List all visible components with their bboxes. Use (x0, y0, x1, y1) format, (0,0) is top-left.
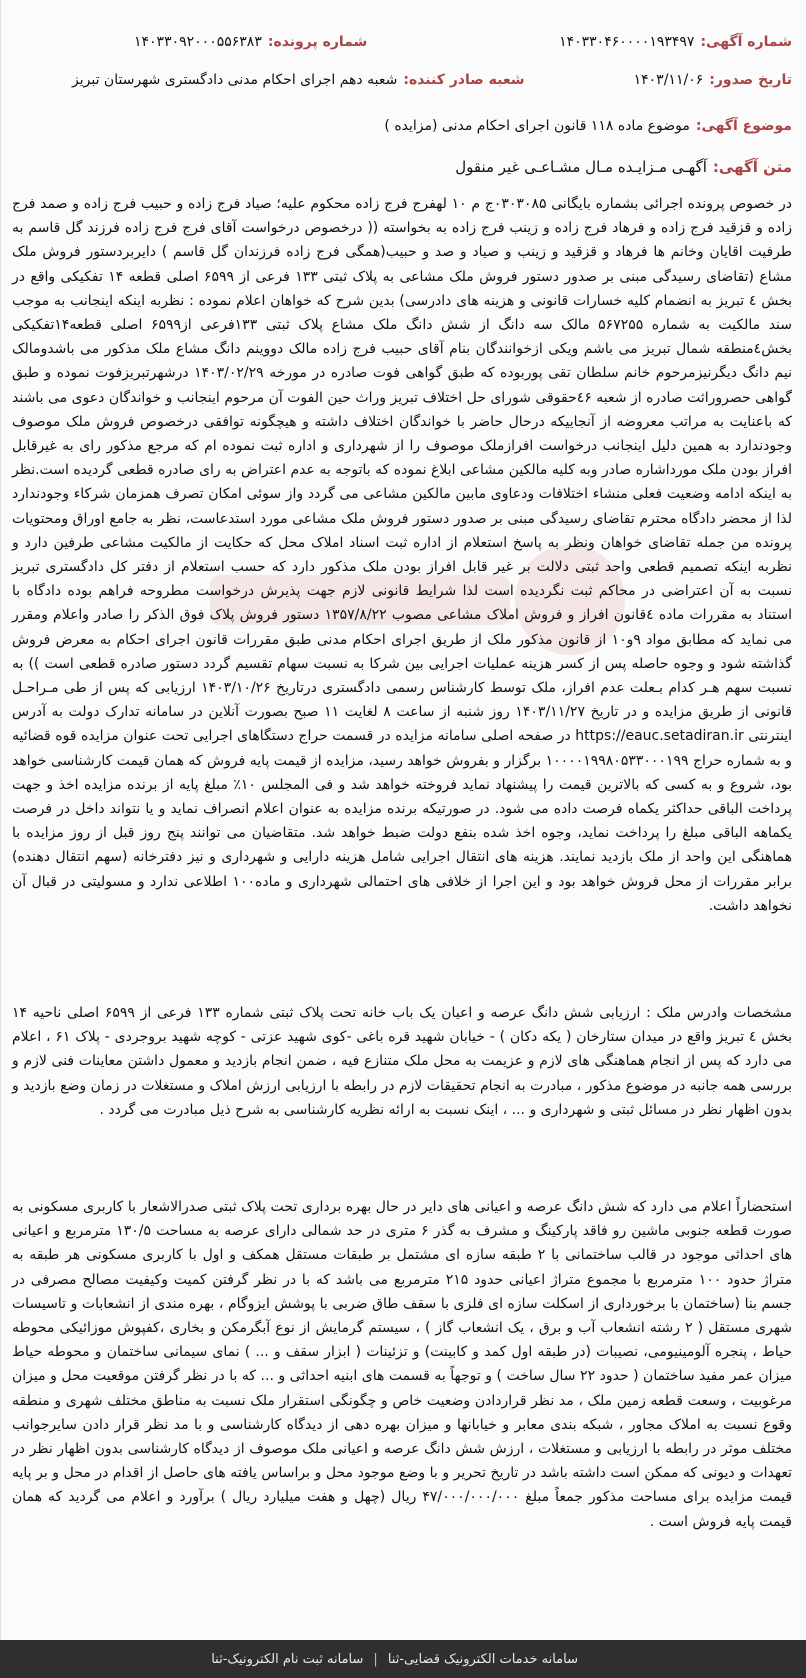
issuer (72, 72, 525, 88)
issuer-value: شعبه دهم اجرای احکام مدنی دادگستری شهرستان تبریز (72, 72, 398, 88)
footer-link-sana-registration[interactable]: سامانه ثبت نام الکترونیک-ثنا (211, 1651, 364, 1667)
file-number-value: ۱۴۰۳۳۰۹۲۰۰۰۵۵۶۳۸۳ (134, 34, 262, 50)
file-number-label: شماره پرونده: (267, 34, 368, 50)
notice-text-heading (455, 158, 792, 176)
file-number (134, 34, 367, 50)
subject-value: موضوع ماده ۱۱۸ قانون اجرای احکام مدنی (مزایده ) (384, 118, 690, 134)
body-paragraph-3: استحضاراً اعلام می دارد که شش دانگ عرصه و اعیانی های دایر در حال بهره برداری تحت پلاک ثبتی صدرالاشعار با کاربری مسکونی به صورت قطعه جنوبی ماشین رو فاقد پارکینگ و مشرف به گذر ۶ متری در حد شمالی دارای عرصه به مساحت ۱۳۰/۵ مترمربع و اعیانی های احداثی موجود در قالب ساختمانی با ۲ طبقه سازه ای مشتمل بر طبقات مستقل همکف و اول با کاربری مسکونی هر طبقه به متراژ حدود ۱۰۰ مترمربع با مجموع متراژ اعیانی حدود ۲۱۵ مترمربع می باشد که با در نظر گرفتن کمیت وکیفیت مصالح مصرفی در جسم بنا (ساختمان با برخورداری از اسکلت سازه ای فلزی با سقف طاق ضربی با پوشش ایزوگام ، بهره مندی از انشعابات و تاسیسات شهری مستقل ( ۲ رشته انشعاب آب و برق ، یک انشعاب گاز ) ، سیستم گرمایش از نوع آبگرمکن و بخاری ،کفپوش موزائیکی محوطه حیاط ، پنجره آلومینیومی، نصیبات (در طبقه اول کمد و کابینت) و تزئینات ( ابزار سقف و ... ) نمای سیمانی ساختمان و محوطه حیاط میزان عمر مفید ساختمان ( حدود ۲۲ سال ساخت ) و توجهاً به قسمت های ابنیه احداثی و ... که با در نظر گرفتن موقعیت محل و میزان مرغوبیت ، وسعت قطعه زمین ملک ، مد نظر قراردادن وضعیت خاص و چگونگی استقرار ملک نسبت به مناطق مختلف شهری و منطقه وقوع نسبت به املاک مجاور ، شبکه بندی معابر و خیابانها و میزان بهره دهی از دیدگاه کارشناسی و با مد نظر قرار دادن سایرجوانب مختلف موثر در رابطه با ارزیابی و مستغلات ، ارزش شش دانگ عرصه و اعیانی ملک موصوف از دیدگاه کارشناسی بدون اظهار نظر در تعهدات و دیونی که ممکن است داشته باشد در تاریخ تحریر و با وضع موجود محل و براساس یافته های حاصل از اقدام در محل و بر پایه قیمت مزایده برای مساحت مذکور جمعاً مبلغ ۴۷/۰۰۰/۰۰۰/۰۰۰ ریال (چهل و هفت میلیارد ریال ) برآورد و اعلام می گردید که همان قیمت پایه فروش است . (12, 1199, 793, 1530)
issuer-label: شعبه صادر کننده: (403, 72, 525, 88)
meta-row-second (14, 72, 792, 88)
subject-label: موضوع آگهی: (695, 118, 792, 134)
notice-text-title: آگهـی مـزایـده مـال مشـاعـی غیر منقول (455, 158, 707, 176)
body-paragraph-1: در خصوص پرونده اجرائی بشماره بایگانی ۰۳۰۳۰۸۵ج م ۱۰ لهفرج فرج زاده محکوم علیه؛ صیاد فرج زاده و حبیب فرج زاده و صمد فرج زاده و قزقید فرج زاده و فرهاد فرج زاده و زینب فرج زاده به بخواسته (( درخصوص درخواست آقای فرج فرج زاده فرزند گل قاسم به طرفیت اقایان وخانم ها فرهاد و قزقید و زینب و صیاد و صد و حبیب(همگی فرج زاده فرزندان گل قاسم ) دایربردستور فروش ملک مشاع (تقاضای رسیدگی مبنی بر صدور دستور فروش ملک مشاعی به پلاک ثبتی ۱۳۳ فرعی از ۶۵۹۹ اصلی قطعه ۱۴ تفکیکی واقع در بخش ٤ تبریز به انضمام کلیه خسارات قانونی و هزینه های دادرسی) بدین شرح که خواهان اعلام نموده : نظربه اینکه اینجانب به موجب سند مالکیت به شماره ۵۶۷۲۵۵ مالک سه دانگ از شش دانگ ملک مشاع پلاک ثبتی ۱۳۳فرعی از۶۵۹۹ اصلی قطعه۱۴تفکیکی بخش٤منطقه شمال تبریز می باشم ویکی ازخوانندگان بنام آقای حبیب فرج زاده مالک دووینم دانگ مشاع ملک مذکور می باشدومالک نیم دانگ دیگرنیزمرحوم خانم سلطان تقی پوربوده که طبق گواهی فوت صادره در مورخه ۱۴۰۳/۰۲/۲۹ درشهرتبریزفوت نموده و طبق گواهی حصروراثت صادره از شعبه ٤۶حقوقی شورای حل اختلاف تبریز وراث حین الفوت آن مرحوم اینجانب و خواندگان دعوی می باشند که باعنایت به مراتب معروضه از آنجاییکه درحال حاضر با خواندگان اختلاف داشته و هیچگونه توافقی درخصوص فروش ملک موصوف وجودندارد به همین دلیل اینجانب درخواست افرازملک موصوف را از شهرداری و اداره ثبت نموده ام که مرجع مذکور رای به غیرقابل افراز بودن ملک مورداشاره صادر وبه کلیه مالکین مشاعی ابلاغ نموده که باتوجه به عدم اعتراض به رای صادره قطعی گردیده است.نظر به اینکه ادامه وضعیت فعلی منشاء اختلافات ودعاوی مابین مالکین مشاعی می گردد واز سوئی امکان تصرف همزمان شرکاء وجودندارد لذا از محضر دادگاه محترم تقاضای رسیدگی مبنی بر صدور دستور فروش ملک مشاعی مورد استدعاست، نظر به جامع اوراق ومحتویات پرونده من جمله تقاضای خواهان ونظر به پاسخ استعلام از اداره ثبت اسناد املاک محل که حکایت از مالکیت مشاعی طرفین دارد و نظربه اینکه تصمیم قطعی واحد ثبتی دلالت بر غیر قابل افراز بودن ملک مذکور دارد که حسب استعلام از دفتر کل دادگستری تبریز نسبت به آن اعتراضی در محاکم ثبت نگردیده است لذا شرایط قانونی لازم جهت پذیرش درخواست مطروحه فراهم بوده دادگاه با استناد به مقررات ماده ٤قانون افراز و فروش املاک مشاعی مصوب ۱۳۵۷/۸/۲۲ دستور فروش پلاک فوق الذکر را صادر واعلام ومقرر می نماید که مطابق مواد ۹و۱۰ از قانون مذکور ملک از طریق اجرای احکام مدنی طبق مقررات قانون اجرای احکام به معرض فروش گذاشته شود و وجوه حاصله پس از کسر هزینه عملیات اجرایی بین شرکا به نسبت سهام تقسیم گردد دستور صادره قطعی است )) به نسبت سهم هـر کدام بـعلت عدم افراز، ملک توسط کارشناس رسمی دادگستری درتاریخ ۱۴۰۳/۱۰/۲۶ ارزیابی که پس از طی مـراحـل قانونی از طریق مزایده و در تاریخ ۱۴۰۳/۱۱/۲۷ روز شنبه از ساعت ۸ لغایت ۱۱ صبح بصورت آنلاین در سامانه تدارک دولت به آدرس اینترنتی https://eauc.setadiran.ir در صفحه اصلی سامانه مزایده در قسمت حراج دستگاهای اجرایی تحت عنوان مزایده قوه قضائیه و به شماره حراج ۱۰۰۰۰۱۹۹۸۰۵۳۳۰۰۰۱۹۹ برگزار و بفروش خواهد رسید، مزایده از قیمت پایه فروش که همان قیمت کارشناسی خواهد بود، شروع و به کسی که بالاترین قیمت را پیشنهاد نماید فروخته خواهد شد و فی المجلس ۱۰٪ مبلغ پایه از برنده مزایده اخذ و جهت پرداخت الباقی حداکثر یکماه فرصت داده می شود. در صورتیکه برنده مزایده به عنوان اعلام انصراف نماید و یا نتواند داخل در فرصت یکماهه الباقی مبلغ را پرداخت نماید، وجوه اخذ شده بنفع دولت ضبط خواهد شد. متقاضیان می توانند پنج روز قبل از روز مزایده با هماهنگی این واحد از ملک بازدید نمایند. هزینه های انتقال اجرایی شامل هزینه دارایی و شهرداری و نیز دفترخانه (سهم انتقال دهنده) برابر مقررات از محل فروش خواهد بود و این اجرا از خلافی های احتمالی شهرداری و ماده۱۰۰ اطلاعی ندارد و مسولیتی در قبال آن نخواهد داشت. (12, 196, 793, 914)
issue-date-label: تاریخ صدور: (709, 72, 792, 88)
notice-number-label: شماره آگهی: (700, 34, 792, 50)
subject (384, 118, 792, 134)
footer-bar (0, 1640, 806, 1678)
footer-separator: | (373, 1651, 378, 1667)
meta-row-top (14, 34, 792, 50)
notice-number (559, 34, 792, 50)
notice-number-value: ۱۴۰۳۳۰۴۶۰۰۰۰۱۹۳۴۹۷ (559, 34, 695, 50)
footer-link-sana-services[interactable]: سامانه خدمات الکترونیک قضایی-ثنا (387, 1651, 578, 1667)
body-paragraph-2: مشخصات وادرس ملک : ارزیابی شش دانگ عرصه و اعیان یک باب خانه تحت پلاک ثبتی شماره ۱۳۳ فرعی از ۶۵۹۹ اصلی ناحیه ۱۴ بخش ٤ تبریز واقع در میدان ستارخان ( یکه دکان ) - خیابان شهید قره باغی -کوی شهید عزتی - کوچه شهید بروجردی - پلاک ۶۱ ، اعلام می دارد که پس از انجام هماهنگی های لازم و عزیمت به محل ملک متنازع فیه ، ضمن انجام بازدید و معمول داشتن معاینات فنی لازم و بررسی همه جانبه در موضوع مذکور ، مبادرت به انجام تحقیقات لازم در رابطه با ارزیابی ارزش املاک و مستغلات در زمان وضع بازدید و بدون اظهار نظر در مسائل ثبتی و شهرداری و ... ، اینک نسبت به ارائه نظریه کارشناسی به شرح ذیل مبادرت می گردد . (12, 1005, 793, 1118)
issue-date (634, 72, 792, 88)
notice-text-label: متن آگهی: (712, 158, 792, 176)
issue-date-value: ۱۴۰۳/۱۱/۰۶ (633, 72, 704, 88)
